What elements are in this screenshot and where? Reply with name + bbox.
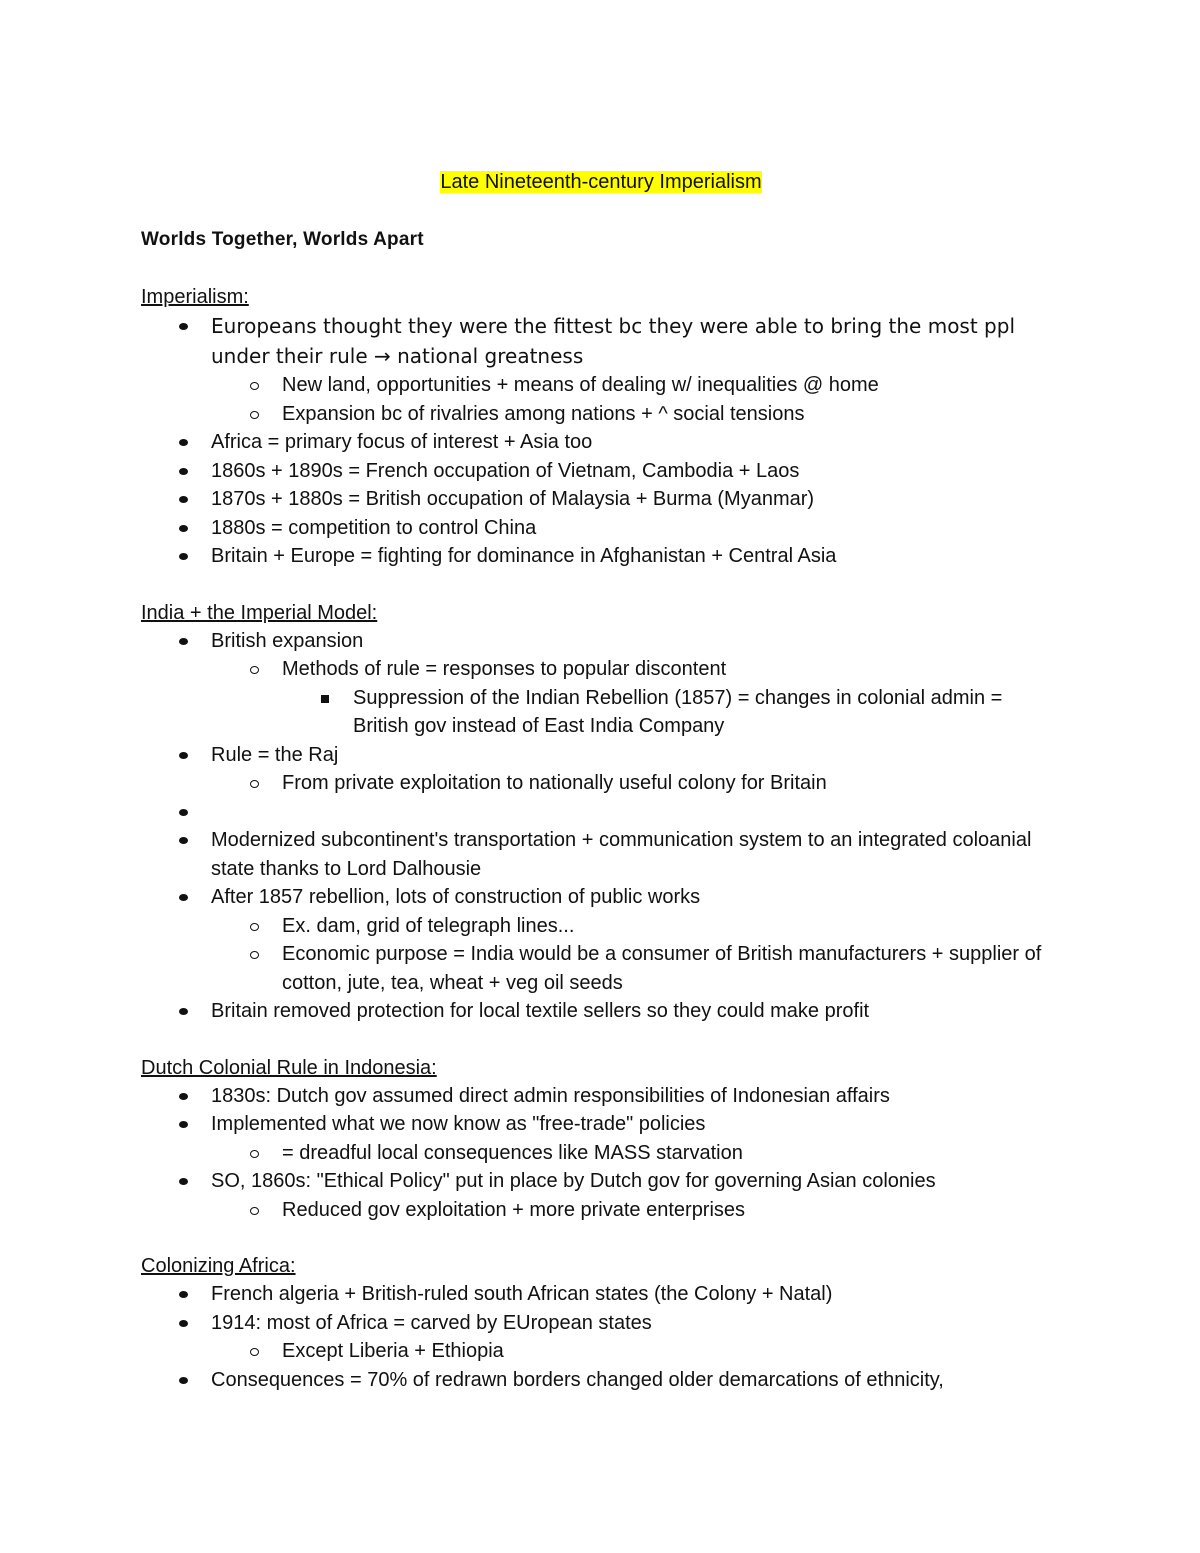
section-heading: Colonizing Africa: (141, 1255, 296, 1277)
section-heading: India + the Imperial Model: (141, 601, 378, 624)
list-item-text: Methods of rule = responses to popular discontent (282, 658, 727, 680)
list-item-text: 1880s = competition to control China (211, 516, 537, 539)
bullet-list (141, 1280, 1061, 1394)
bullet-list (141, 311, 1061, 571)
filled-bullet-icon (179, 837, 188, 844)
list-item (141, 1139, 1061, 1168)
document-subtitle: Worlds Together, Worlds Apart (141, 229, 424, 250)
filled-bullet-icon (179, 323, 188, 330)
list-item-text: Consequences = 70% of redrawn borders changed older demarcations of ethnicity, (211, 1368, 944, 1391)
list-item (141, 826, 1061, 883)
list-item-text: Except Liberia + Ethiopia (282, 1340, 504, 1362)
section (141, 283, 1061, 571)
filled-bullet-icon (179, 525, 188, 532)
filled-bullet-icon (179, 1121, 188, 1128)
section-heading: Dutch Colonial Rule in Indonesia: (141, 1056, 437, 1079)
list-item (141, 741, 1061, 770)
filled-bullet-icon (179, 1008, 188, 1015)
list-item-text: Rule = the Raj (211, 743, 339, 766)
list-item-text: Britain + Europe = fighting for dominance in Afghanistan + Central Asia (211, 545, 837, 567)
document-title (141, 167, 1061, 197)
list-item (141, 485, 1061, 514)
list-item-text: Expansion bc of rivalries among nations + ^ social tensions (282, 402, 805, 425)
list-item-text: Suppression of the Indian Rebellion (1857) = changes in colonial admin = British gov instead of East India Company (353, 686, 1003, 737)
list-item (141, 1337, 1061, 1366)
list-item-text: Europeans thought they were the fittest bc they were able to bring the most ppl under their rule → national greatness (211, 314, 1015, 368)
list-item (141, 798, 1061, 827)
filled-bullet-icon (179, 638, 188, 645)
list-item-text: Implemented what we now know as "free-trade" policies (211, 1113, 706, 1135)
list-item-text: Britain removed protection for local textile sellers so they could make profit (211, 1000, 870, 1022)
list-item-text: 1870s + 1880s = British occupation of Malaysia + Burma (Myanmar) (211, 488, 815, 510)
bullet-list (141, 1082, 1061, 1225)
list-item (141, 371, 1061, 400)
section-heading: Imperialism: (141, 286, 249, 308)
square-bullet-icon (321, 695, 329, 703)
list-item-text: Africa = primary focus of interest + Asia too (211, 431, 593, 453)
list-item (141, 1167, 1061, 1196)
list-item (141, 1196, 1061, 1225)
filled-bullet-icon (179, 1178, 188, 1185)
list-item (141, 457, 1061, 486)
list-item (141, 1082, 1061, 1111)
list-item (141, 997, 1061, 1026)
list-item-text (211, 801, 217, 823)
filled-bullet-icon (179, 809, 188, 816)
list-item (141, 940, 1061, 997)
list-item-text: Ex. dam, grid of telegraph lines... (282, 914, 575, 937)
list-item-text: Modernized subcontinent's transportation + communication system to an integrated coloanial state thanks to Lord Dalhousie (211, 829, 1032, 880)
filled-bullet-icon (179, 553, 188, 560)
list-item (141, 627, 1061, 656)
list-item-text: 1914: most of Africa = carved by EUropean states (211, 1311, 652, 1334)
filled-bullet-icon (179, 439, 188, 446)
list-item-text: After 1857 rebellion, lots of construction of public works (211, 886, 701, 908)
hollow-bullet-icon (250, 1150, 259, 1158)
filled-bullet-icon (179, 468, 188, 475)
highlighted-title-text: Late Nineteenth-century Imperialism (440, 171, 762, 193)
section (141, 1054, 1061, 1225)
list-item-text: = dreadful local consequences like MASS starvation (282, 1141, 743, 1164)
list-item-text: British expansion (211, 629, 364, 652)
list-item (141, 655, 1061, 684)
filled-bullet-icon (179, 1291, 188, 1298)
section (141, 599, 1061, 1026)
hollow-bullet-icon (250, 382, 259, 390)
list-item (141, 1110, 1061, 1139)
list-item (141, 1366, 1061, 1395)
filled-bullet-icon (179, 1377, 188, 1384)
filled-bullet-icon (179, 1320, 188, 1327)
list-item-text: From private exploitation to nationally useful colony for Britain (282, 772, 827, 794)
hollow-bullet-icon (250, 1207, 259, 1215)
hollow-bullet-icon (250, 923, 259, 931)
list-item (141, 311, 1061, 371)
list-item-text: 1830s: Dutch gov assumed direct admin responsibilities of Indonesian affairs (211, 1084, 890, 1107)
list-item (141, 400, 1061, 429)
list-item (141, 769, 1061, 798)
hollow-bullet-icon (250, 666, 259, 674)
list-item (141, 1280, 1061, 1309)
hollow-bullet-icon (250, 411, 259, 419)
list-item (141, 514, 1061, 543)
filled-bullet-icon (179, 1093, 188, 1100)
bullet-list (141, 627, 1061, 1026)
filled-bullet-icon (179, 496, 188, 503)
hollow-bullet-icon (250, 951, 259, 959)
list-item (141, 1309, 1061, 1338)
list-item-text: Reduced gov exploitation + more private enterprises (282, 1198, 746, 1221)
list-item-text: 1860s + 1890s = French occupation of Vietnam, Cambodia + Laos (211, 459, 800, 482)
list-item (141, 428, 1061, 457)
list-item (141, 684, 1061, 741)
filled-bullet-icon (179, 752, 188, 759)
list-item-text: SO, 1860s: "Ethical Policy" put in place by Dutch gov for governing Asian colonies (211, 1170, 936, 1192)
list-item (141, 883, 1061, 912)
list-item-text: New land, opportunities + means of dealing w/ inequalities @ home (282, 374, 879, 396)
list-item (141, 542, 1061, 571)
section (141, 1252, 1061, 1394)
list-item (141, 912, 1061, 941)
hollow-bullet-icon (250, 1348, 259, 1356)
list-item-text: French algeria + British-ruled south African states (the Colony + Natal) (211, 1283, 833, 1305)
hollow-bullet-icon (250, 780, 259, 788)
list-item-text: Economic purpose = India would be a consumer of British manufacturers + supplier of cotton, jute, tea, wheat + veg oil seeds (282, 943, 1042, 994)
document-page (141, 167, 1061, 1422)
notes-body (141, 283, 1061, 1394)
filled-bullet-icon (179, 894, 188, 901)
